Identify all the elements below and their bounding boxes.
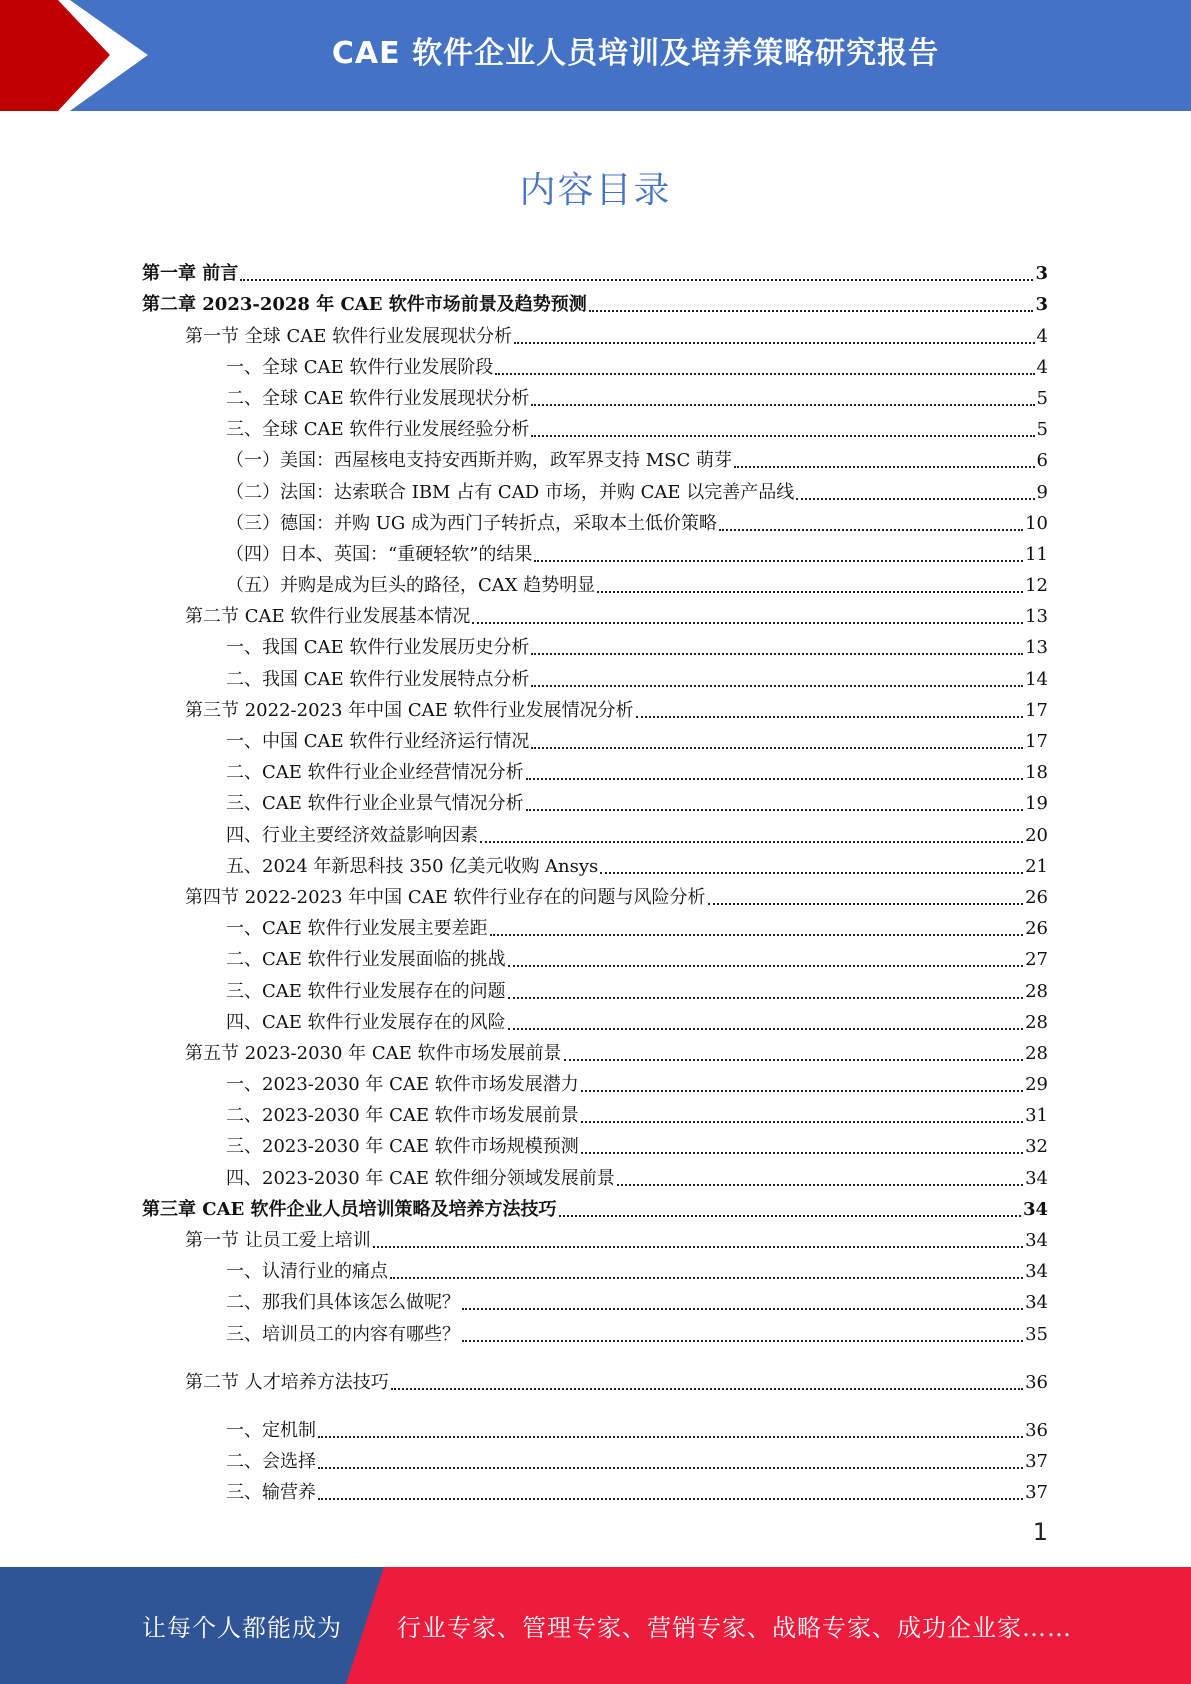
toc-entry-title: 第二节 人才培养方法技巧 xyxy=(185,1371,389,1393)
toc-leader-dots xyxy=(508,997,1023,999)
toc-entry[interactable] xyxy=(142,1346,1048,1394)
toc-leader-dots xyxy=(559,1215,1021,1217)
toc-entry-page: 21 xyxy=(1025,855,1048,877)
toc-entry-title: 二、2023-2030 年 CAE 软件市场发展前景 xyxy=(226,1105,579,1127)
page-number: 1 xyxy=(1032,1518,1048,1546)
toc-entry-page: 28 xyxy=(1025,1011,1048,1033)
chevron-arrow-icon xyxy=(0,0,150,111)
toc-entry[interactable] xyxy=(142,1473,1048,1504)
toc-entry[interactable] xyxy=(142,971,1048,1002)
toc-entry-title: 四、CAE 软件行业发展存在的风险 xyxy=(226,1011,506,1033)
toc-entry-title: 二、CAE 软件行业企业经营情况分析 xyxy=(226,762,524,784)
toc-entry-page: 36 xyxy=(1025,1419,1048,1441)
toc-entry-page: 5 xyxy=(1036,387,1048,409)
toc-entry[interactable] xyxy=(142,1221,1048,1252)
toc-entry[interactable] xyxy=(142,847,1048,878)
toc-leader-dots xyxy=(581,1152,1023,1154)
toc-leader-dots xyxy=(514,342,1034,344)
toc-leader-dots xyxy=(600,872,1023,874)
toc-leader-dots xyxy=(240,279,1033,281)
toc-entry[interactable] xyxy=(142,316,1048,347)
toc-entry-title: 二、全球 CAE 软件行业发展现状分析 xyxy=(226,387,530,409)
toc-entry-title: 一、全球 CAE 软件行业发展阶段 xyxy=(226,356,494,378)
toc-entry[interactable] xyxy=(142,815,1048,846)
toc-leader-dots xyxy=(589,310,1034,312)
toc-leader-dots xyxy=(508,965,1023,967)
toc-entry-title: 二、会选择 xyxy=(226,1450,316,1472)
toc-entry-page: 4 xyxy=(1036,325,1048,347)
toc-leader-dots xyxy=(490,934,1023,936)
toc-entry-page: 14 xyxy=(1025,668,1048,690)
toc-leader-dots xyxy=(318,1498,1023,1500)
toc-leader-dots xyxy=(531,685,1023,687)
toc-leader-dots xyxy=(534,560,1023,562)
toc-entry-title: （二）法国：达索联合 IBM 占有 CAD 市场，并购 CAE 以完善产品线 xyxy=(226,481,795,503)
toc-entry[interactable] xyxy=(142,1394,1048,1442)
toc-entry-page: 31 xyxy=(1025,1105,1048,1127)
toc-entry-title: 四、行业主要经济效益影响因素 xyxy=(226,824,478,846)
toc-entry-page: 28 xyxy=(1025,980,1048,1002)
footer-slogan-right: 行业专家、管理专家、营销专家、战略专家、成功企业家…… xyxy=(397,1614,1072,1642)
toc-leader-dots xyxy=(581,1121,1023,1123)
toc-entry-title: 三、2023-2030 年 CAE 软件市场规模预测 xyxy=(226,1136,579,1158)
toc-leader-dots xyxy=(734,466,1035,468)
toc-entry[interactable] xyxy=(142,628,1048,659)
toc-entry[interactable] xyxy=(142,1283,1048,1314)
table-of-contents xyxy=(142,254,1048,1504)
toc-entry-page: 20 xyxy=(1025,824,1048,846)
toc-entry-title: 一、2023-2030 年 CAE 软件市场发展潜力 xyxy=(226,1074,579,1096)
toc-entry-title: 一、CAE 软件行业发展主要差距 xyxy=(226,918,488,940)
toc-entry[interactable] xyxy=(142,535,1048,566)
toc-entry-page: 9 xyxy=(1036,481,1048,503)
toc-entry-title: 一、认清行业的痛点 xyxy=(226,1261,388,1283)
toc-entry-title: 第一节 全球 CAE 软件行业发展现状分析 xyxy=(185,325,513,347)
toc-entry-title: 第一节 让员工爱上培训 xyxy=(185,1230,371,1251)
toc-entry-page: 3 xyxy=(1035,263,1048,285)
toc-entry[interactable] xyxy=(142,1252,1048,1283)
toc-entry-title: 第三章 CAE 软件企业人员培训策略及培养方法技巧 xyxy=(142,1198,557,1220)
toc-leader-dots xyxy=(526,778,1023,780)
toc-entry-title: 第二章 2023-2028 年 CAE 软件市场前景及趋势预测 xyxy=(142,294,587,316)
toc-entry-page: 34 xyxy=(1025,1261,1048,1283)
toc-entry-page: 17 xyxy=(1025,699,1048,721)
toc-entry-page: 12 xyxy=(1025,575,1048,597)
toc-entry-page: 3 xyxy=(1035,294,1048,316)
toc-entry-title: 第四节 2022-2023 年中国 CAE 软件行业存在的问题与风险分析 xyxy=(185,886,706,908)
toc-entry[interactable] xyxy=(142,410,1048,441)
toc-entry-title: 三、全球 CAE 软件行业发展经验分析 xyxy=(226,419,530,441)
toc-leader-dots xyxy=(617,1184,1023,1186)
toc-entry-page: 26 xyxy=(1025,886,1048,908)
toc-entry-page: 6 xyxy=(1036,450,1048,472)
toc-entry-title: 三、CAE 软件行业发展存在的问题 xyxy=(226,980,506,1002)
toc-entry-page: 11 xyxy=(1025,543,1048,565)
toc-entry[interactable] xyxy=(142,379,1048,410)
toc-leader-dots xyxy=(526,809,1023,811)
toc-entry-page: 34 xyxy=(1025,1292,1048,1314)
footer-slogan-left: 让每个人都能成为 xyxy=(142,1614,342,1642)
toc-leader-dots xyxy=(531,653,1023,655)
toc-entry-page: 37 xyxy=(1025,1481,1048,1503)
toc-entry[interactable] xyxy=(142,1127,1048,1158)
toc-entry[interactable] xyxy=(142,1442,1048,1473)
toc-entry-title: （四）日本、英国：“重硬轻软”的结果 xyxy=(226,543,533,565)
toc-entry-title: 三、CAE 软件行业企业景气情况分析 xyxy=(226,793,524,815)
toc-entry[interactable] xyxy=(142,597,1048,628)
toc-leader-dots xyxy=(719,529,1023,531)
toc-entry[interactable] xyxy=(142,254,1048,285)
toc-entry[interactable] xyxy=(142,348,1048,379)
toc-leader-dots xyxy=(373,1246,1023,1248)
toc-entry[interactable] xyxy=(142,1096,1048,1127)
toc-entry-title: 四、2023-2030 年 CAE 软件细分领域发展前景 xyxy=(226,1167,615,1189)
toc-leader-dots xyxy=(462,1340,1023,1342)
toc-entry-page: 13 xyxy=(1025,637,1048,659)
footer-band xyxy=(0,1567,1191,1684)
toc-entry[interactable] xyxy=(142,784,1048,815)
toc-entry[interactable] xyxy=(142,566,1048,597)
toc-entry-title: 二、那我们具体该怎么做呢？ xyxy=(226,1292,460,1314)
toc-entry[interactable] xyxy=(142,1003,1048,1034)
toc-entry[interactable] xyxy=(142,691,1048,722)
toc-leader-dots xyxy=(636,716,1024,718)
toc-entry[interactable] xyxy=(142,1034,1048,1065)
toc-entry-page: 13 xyxy=(1025,606,1048,628)
toc-entry-page: 34 xyxy=(1025,1167,1048,1189)
toc-heading: 内容目录 xyxy=(519,170,672,211)
toc-entry-title: 第二节 CAE 软件行业发展基本情况 xyxy=(185,606,471,628)
toc-entry-title: 一、我国 CAE 软件行业发展历史分析 xyxy=(226,637,530,659)
toc-entry-title: （五）并购是成为巨头的路径，CAX 趋势明显 xyxy=(226,575,596,597)
toc-entry[interactable] xyxy=(142,285,1048,316)
toc-entry[interactable] xyxy=(142,659,1048,690)
toc-entry[interactable] xyxy=(142,1158,1048,1189)
toc-leader-dots xyxy=(564,1059,1024,1061)
toc-leader-dots xyxy=(531,747,1023,749)
toc-entry-page: 36 xyxy=(1025,1371,1048,1393)
toc-entry-page: 27 xyxy=(1025,949,1048,971)
toc-entry[interactable] xyxy=(142,722,1048,753)
toc-entry-page: 34 xyxy=(1025,1230,1048,1251)
toc-entry-page: 32 xyxy=(1025,1136,1048,1158)
toc-leader-dots xyxy=(531,404,1034,406)
toc-leader-dots xyxy=(708,903,1024,905)
toc-entry-page: 34 xyxy=(1022,1198,1048,1220)
toc-leader-dots xyxy=(495,373,1034,375)
toc-entry[interactable] xyxy=(142,878,1048,909)
header-band xyxy=(0,0,1191,111)
toc-entry-page: 37 xyxy=(1025,1450,1048,1472)
toc-entry[interactable] xyxy=(142,441,1048,472)
report-title: CAE 软件企业人员培训及培养策略研究报告 xyxy=(331,36,940,71)
toc-entry-title: 第五节 2023-2030 年 CAE 软件市场发展前景 xyxy=(185,1042,562,1064)
toc-leader-dots xyxy=(391,1388,1023,1390)
toc-leader-dots xyxy=(597,591,1023,593)
toc-entry[interactable] xyxy=(142,504,1048,535)
toc-entry[interactable] xyxy=(142,472,1048,503)
toc-entry-title: 一、中国 CAE 软件行业经济运行情况 xyxy=(226,731,530,752)
toc-leader-dots xyxy=(531,435,1034,437)
toc-leader-dots xyxy=(796,498,1034,500)
toc-entry[interactable] xyxy=(142,940,1048,971)
toc-leader-dots xyxy=(462,1308,1023,1310)
toc-leader-dots xyxy=(480,841,1023,843)
toc-entry-title: 第一章 前言 xyxy=(142,263,239,285)
toc-entry-title: 二、我国 CAE 软件行业发展特点分析 xyxy=(226,668,530,690)
toc-entry-page: 4 xyxy=(1036,356,1048,378)
toc-entry-page: 19 xyxy=(1025,793,1048,815)
toc-entry-title: 五、2024 年新思科技 350 亿美元收购 Ansys xyxy=(226,855,599,877)
toc-leader-dots xyxy=(508,1028,1023,1030)
toc-entry[interactable] xyxy=(142,909,1048,940)
toc-leader-dots xyxy=(581,1090,1023,1092)
toc-entry-page: 28 xyxy=(1025,1042,1048,1064)
toc-leader-dots xyxy=(318,1436,1023,1438)
toc-entry-page: 18 xyxy=(1025,762,1048,784)
toc-entry-page: 26 xyxy=(1025,918,1048,940)
toc-entry[interactable] xyxy=(142,753,1048,784)
toc-leader-dots xyxy=(318,1467,1023,1469)
toc-entry[interactable] xyxy=(142,1314,1048,1345)
toc-leader-dots xyxy=(390,1277,1023,1279)
toc-entry-page: 35 xyxy=(1025,1323,1048,1345)
toc-entry[interactable] xyxy=(142,1065,1048,1096)
toc-entry-page: 17 xyxy=(1025,731,1048,752)
toc-entry-title: （一）美国：西屋核电支持安西斯并购，政军界支持 MSC 萌芽 xyxy=(226,450,732,472)
toc-leader-dots xyxy=(472,622,1023,624)
toc-entry[interactable] xyxy=(142,1190,1048,1221)
toc-entry-page: 5 xyxy=(1036,419,1048,441)
toc-entry-page: 10 xyxy=(1025,512,1048,534)
toc-entry-page: 29 xyxy=(1025,1074,1048,1096)
toc-entry-title: 第三节 2022-2023 年中国 CAE 软件行业发展情况分析 xyxy=(185,699,634,721)
toc-entry-title: 一、定机制 xyxy=(226,1419,316,1441)
toc-entry-title: 三、培训员工的内容有哪些？ xyxy=(226,1323,460,1345)
toc-entry-title: （三）德国：并购 UG 成为西门子转折点，采取本土低价策略 xyxy=(226,512,717,534)
toc-entry-title: 三、输营养 xyxy=(226,1481,316,1503)
toc-entry-title: 二、CAE 软件行业发展面临的挑战 xyxy=(226,949,506,971)
